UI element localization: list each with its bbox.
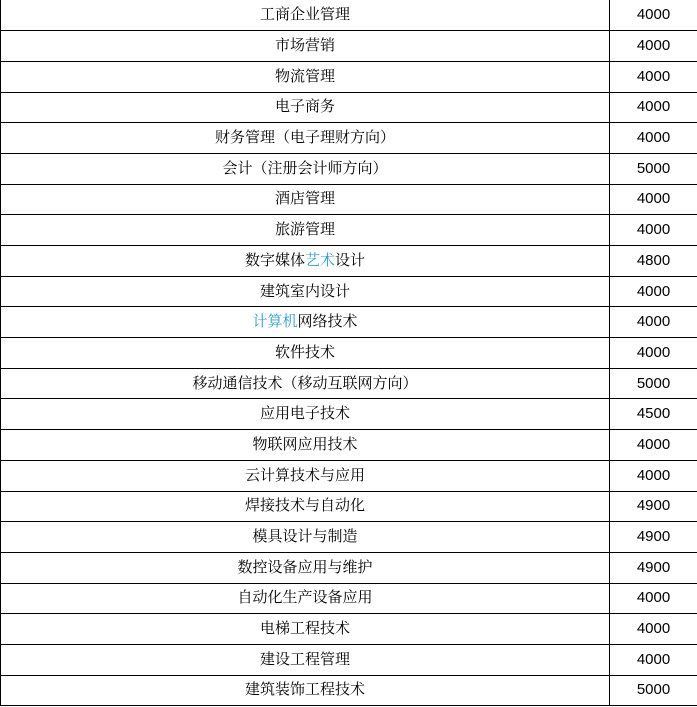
fee-cell: 4000 [610,123,697,154]
major-cell: 模具设计与制造 [1,522,610,553]
major-cell: 工商企业管理 [1,0,610,31]
major-cell: 物联网应用技术 [1,430,610,461]
fee-cell: 4800 [610,246,697,277]
fee-cell: 4500 [610,399,697,430]
table-row [1,123,697,154]
fee-cell: 4000 [610,430,697,461]
major-cell: 财务管理（电子理财方向） [1,123,610,154]
table-row [1,276,697,307]
table-row [1,153,697,184]
major-cell: 数字媒体艺术设计 [1,246,610,277]
highlighted-term: 艺术 [304,251,335,269]
major-cell: 酒店管理 [1,184,610,215]
fee-cell: 4900 [610,491,697,522]
table-row [1,552,697,583]
table-row [1,338,697,369]
major-cell: 会计（注册会计师方向） [1,153,610,184]
major-cell: 建筑装饰工程技术 [1,675,610,706]
major-cell: 移动通信技术（移动互联网方向） [1,368,610,399]
major-cell: 建设工程管理 [1,644,610,675]
table-row [1,307,697,338]
fee-cell: 4000 [610,644,697,675]
major-cell: 电子商务 [1,92,610,123]
table-row [1,92,697,123]
major-cell: 建筑室内设计 [1,276,610,307]
fee-cell: 4000 [610,92,697,123]
major-cell: 电梯工程技术 [1,614,610,645]
table-body [1,0,697,706]
fee-cell: 4000 [610,215,697,246]
table-row [1,491,697,522]
table-row [1,522,697,553]
fee-cell: 5000 [610,153,697,184]
fee-cell: 4000 [610,307,697,338]
fee-cell: 4000 [610,338,697,369]
table-row [1,644,697,675]
fee-cell: 4000 [610,583,697,614]
fee-cell: 4000 [610,0,697,31]
fee-cell: 4000 [610,614,697,645]
table-row [1,246,697,277]
table-row [1,460,697,491]
table-row [1,215,697,246]
table-row [1,430,697,461]
major-cell: 应用电子技术 [1,399,610,430]
table-row [1,399,697,430]
major-cell: 市场营销 [1,31,610,62]
highlighted-term: 计算机 [252,313,298,331]
fee-cell: 4000 [610,31,697,62]
fee-cell: 4000 [610,276,697,307]
fee-cell: 4000 [610,61,697,92]
table-row [1,31,697,62]
table-row [1,583,697,614]
table-row [1,184,697,215]
table-row [1,614,697,645]
major-cell: 计算机网络技术 [1,307,610,338]
major-cell: 软件技术 [1,338,610,369]
major-cell: 旅游管理 [1,215,610,246]
major-cell: 物流管理 [1,61,610,92]
major-cell: 焊接技术与自动化 [1,491,610,522]
major-cell: 数控设备应用与维护 [1,552,610,583]
table-row [1,368,697,399]
fee-cell: 4900 [610,552,697,583]
major-cell: 云计算技术与应用 [1,460,610,491]
fee-cell: 4000 [610,460,697,491]
fee-cell: 4900 [610,522,697,553]
table-row [1,0,697,31]
major-cell: 自动化生产设备应用 [1,583,610,614]
fee-cell: 4000 [610,184,697,215]
fee-cell: 5000 [610,368,697,399]
fee-cell: 5000 [610,675,697,706]
table-row [1,675,697,706]
table-row [1,61,697,92]
